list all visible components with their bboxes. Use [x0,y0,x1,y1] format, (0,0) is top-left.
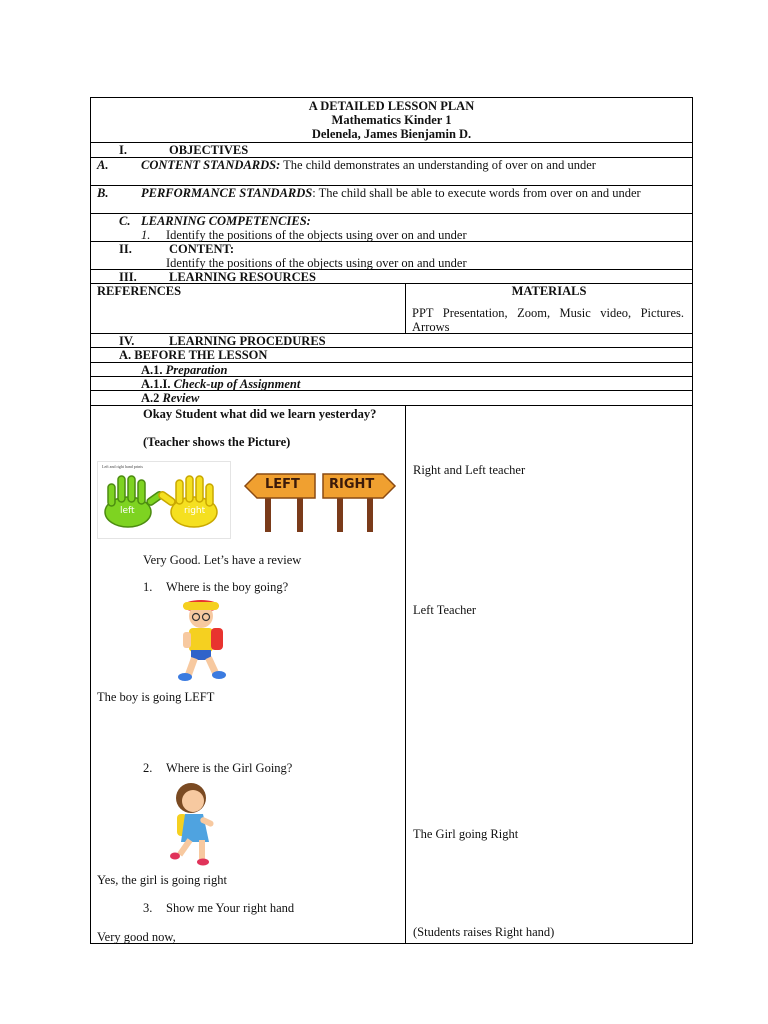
hands-caption: Left and right hand prints [102,464,143,469]
girl-picture [159,780,229,868]
procedures-num: IV. [119,334,135,348]
objectives-num: I. [119,143,127,157]
teacher-action: (Teacher shows the Picture) [143,435,291,449]
references-label: REFERENCES [97,284,182,298]
boy-illustration [161,598,241,688]
objectives-label: OBJECTIVES [169,143,249,157]
content-standards-label: CONTENT STANDARDS: [141,158,281,172]
before-lesson-label: A. BEFORE THE LESSON [119,348,268,362]
performance-standards-row [91,186,692,214]
content-standards-row [91,158,692,186]
question-3 [143,901,294,915]
materials-text: PPT Presentation, Zoom, Music video, Pictures. Arrows [412,306,684,334]
performance-standards-letter: B. [97,186,109,200]
assignment-num: A.1.I. [141,377,171,391]
content-label: CONTENT: [169,242,235,256]
materials-label: MATERIALS [511,284,587,298]
student-response-1: Right and Left teacher [413,463,526,477]
preparation-num: A.1. [141,363,163,377]
before-lesson-row [91,348,692,363]
content-text: Identify the positions of the objects using over on and under [166,256,467,270]
answer-2: Yes, the girl is going right [97,873,227,887]
hand-left-label: left [120,506,135,516]
competency-item-text: Identify the positions of the objects using over on and under [166,228,467,242]
question-2 [143,761,292,775]
procedures-row [91,334,692,348]
sign-right-text: RIGHT [329,477,375,492]
learning-competencies-row [91,214,692,242]
hands-picture [97,461,231,539]
student-response-3: The Girl going Right [413,827,519,841]
teacher-prompt: Okay Student what did we learn yesterday? [143,407,377,421]
question-3-num: 3. [143,901,153,915]
objectives-row [91,143,692,158]
resources-num: III. [119,270,137,284]
hands-illustration [98,462,230,538]
performance-standards-text: : The child shall be able to execute words from over on and under [312,186,641,200]
question-1-num: 1. [143,580,153,594]
student-response-4: (Students raises Right hand) [413,925,555,939]
hand-right-label: right [184,506,206,516]
question-2-text: Where is the Girl Going? [166,761,293,775]
left-right-sign [241,468,401,540]
content-standards-letter: A. [97,158,109,172]
assignment-label: Check-up of Assignment [173,377,301,391]
content-num: II. [119,242,132,256]
assignment-row [91,377,692,391]
review-row [91,391,692,406]
review-label: Review [162,391,200,405]
content-standards-text: The child demonstrates an understanding of over on and under [280,158,596,172]
doc-author: Delenela, James Bienjamin D. [311,127,472,141]
preparation-label: Preparation [165,363,228,377]
boy-picture [161,598,241,688]
doc-title: A DETAILED LESSON PLAN [308,99,475,113]
question-3-text: Show me Your right hand [166,901,295,915]
very-good-text: Very Good. Let’s have a review [143,553,302,567]
resources-row [91,270,692,284]
review-num: A.2 [141,391,160,405]
resources-label: LEARNING RESOURCES [169,270,316,284]
procedures-label: LEARNING PROCEDURES [169,334,326,348]
lesson-plan-table [90,97,693,944]
question-2-num: 2. [143,761,153,775]
preparation-row [91,363,692,377]
references-materials-row [91,284,692,334]
content-row [91,242,692,270]
performance-standards-label: PERFORMANCE STANDARDS [141,186,313,200]
question-1-text: Where is the boy going? [166,580,289,594]
learning-competencies-label: LEARNING COMPETENCIES: [141,214,311,228]
header-block [91,98,692,143]
girl-illustration [159,780,229,868]
sign-left-text: LEFT [265,477,300,492]
answer-1: The boy is going LEFT [97,690,215,704]
doc-subject: Mathematics Kinder 1 [331,113,452,127]
question-1 [143,580,288,594]
closing-text: Very good now, [97,930,176,944]
competency-item-num: 1. [141,228,151,242]
learning-competencies-letter: C. [119,214,131,228]
student-response-2: Left Teacher [413,603,477,617]
